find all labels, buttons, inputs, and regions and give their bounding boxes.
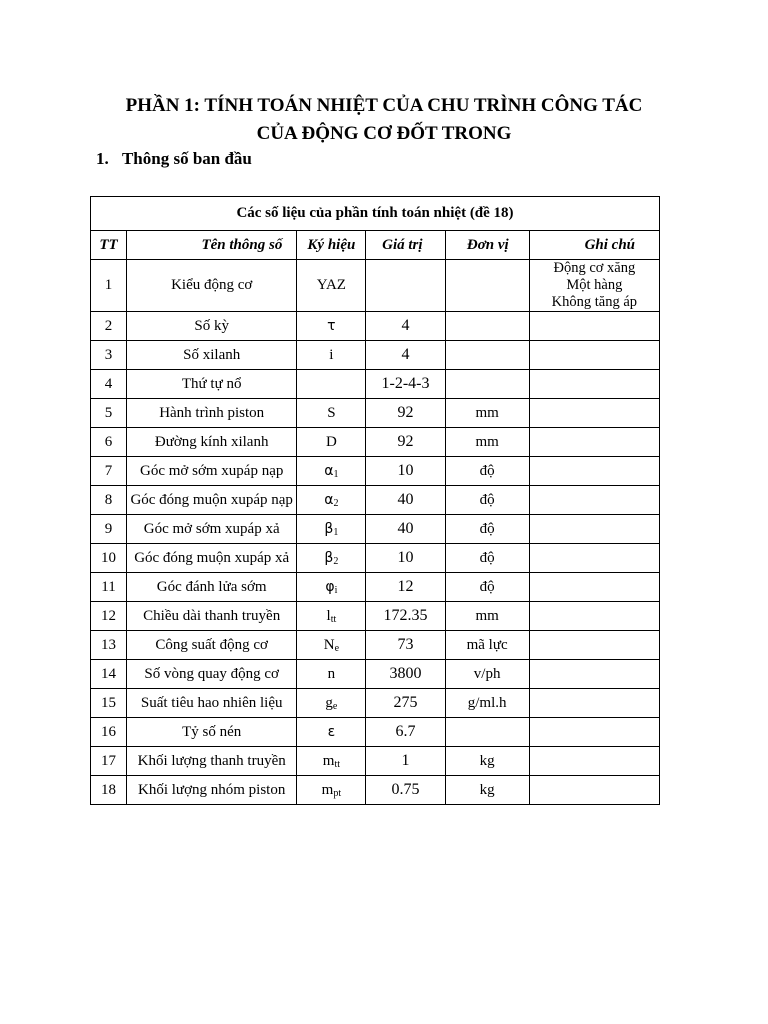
- cell-name: Góc đánh lửa sớm: [127, 573, 297, 602]
- table-row: [91, 260, 660, 312]
- cell-tt: 14: [91, 660, 127, 689]
- cell-symbol: [297, 689, 366, 718]
- note-line: Một hàng: [566, 277, 623, 293]
- cell-symbol: [297, 515, 366, 544]
- symbol-subscript: pt: [333, 787, 342, 799]
- header-note: Ghi chú: [529, 231, 659, 260]
- symbol-main: l: [326, 607, 331, 624]
- cell-tt: 5: [91, 399, 127, 428]
- cell-value: 40: [366, 515, 445, 544]
- cell-note: [529, 776, 659, 805]
- cell-name: Góc mở sớm xupáp xả: [127, 515, 297, 544]
- cell-value: 12: [366, 573, 445, 602]
- cell-tt: 13: [91, 631, 127, 660]
- note-line: Không tăng áp: [551, 294, 638, 310]
- cell-symbol: [297, 602, 366, 631]
- cell-tt: 2: [91, 312, 127, 341]
- cell-name: Số vòng quay động cơ: [127, 660, 297, 689]
- cell-tt: 6: [91, 428, 127, 457]
- symbol-subscript: e: [332, 700, 338, 712]
- table-row: [91, 428, 660, 457]
- title-line-1: PHẦN 1: TÍNH TOÁN NHIỆT CỦA CHU TRÌNH CÔNG TÁC: [125, 95, 643, 116]
- table-row: [91, 370, 660, 399]
- cell-name: Số kỳ: [127, 312, 297, 341]
- cell-name: Kiểu động cơ: [127, 260, 297, 312]
- cell-value: [366, 260, 445, 312]
- cell-symbol: [297, 486, 366, 515]
- cell-value: 10: [366, 544, 445, 573]
- cell-tt: 17: [91, 747, 127, 776]
- title-line-2: CỦA ĐỘNG CƠ ĐỐT TRONG: [256, 123, 512, 144]
- cell-symbol: [297, 573, 366, 602]
- cell-symbol: [297, 399, 366, 428]
- cell-symbol: [297, 660, 366, 689]
- symbol-subscript: i: [334, 584, 338, 596]
- cell-tt: 3: [91, 341, 127, 370]
- cell-note: [529, 573, 659, 602]
- cell-symbol: [297, 260, 366, 312]
- symbol-subscript: 2: [333, 555, 339, 567]
- cell-tt: 9: [91, 515, 127, 544]
- cell-symbol: [297, 428, 366, 457]
- section-heading: [96, 148, 252, 170]
- cell-unit: độ: [445, 544, 529, 573]
- table-row: [91, 486, 660, 515]
- cell-note: [529, 428, 659, 457]
- cell-unit: v/ph: [445, 660, 529, 689]
- cell-value: 4: [366, 312, 445, 341]
- section-title: Thông số ban đầu: [121, 149, 252, 168]
- cell-value: 73: [366, 631, 445, 660]
- table-row: [91, 776, 660, 805]
- cell-tt: 11: [91, 573, 127, 602]
- cell-note: [529, 747, 659, 776]
- table-header-row: [91, 231, 660, 260]
- symbol-subscript: tt: [330, 613, 337, 625]
- cell-unit: độ: [445, 515, 529, 544]
- cell-symbol: [297, 747, 366, 776]
- cell-tt: 15: [91, 689, 127, 718]
- cell-unit: mm: [445, 428, 529, 457]
- cell-symbol: [297, 718, 366, 747]
- symbol-subscript: tt: [334, 758, 340, 770]
- table-row: [91, 631, 660, 660]
- cell-symbol: [297, 370, 366, 399]
- cell-unit: g/ml.h: [445, 689, 529, 718]
- cell-note: [529, 486, 659, 515]
- cell-unit: độ: [445, 486, 529, 515]
- header-tt: TT: [91, 231, 127, 260]
- symbol-main: S: [327, 404, 336, 421]
- symbol-subscript: 2: [333, 497, 339, 509]
- cell-name: Góc mở sớm xupáp nạp: [127, 457, 297, 486]
- cell-value: 10: [366, 457, 445, 486]
- cell-unit: kg: [445, 776, 529, 805]
- table-row: [91, 660, 660, 689]
- cell-note: [529, 399, 659, 428]
- symbol-main: YAZ: [316, 277, 346, 293]
- cell-note: [529, 602, 659, 631]
- cell-unit: [445, 718, 529, 747]
- cell-name: Số xilanh: [127, 341, 297, 370]
- cell-note: [529, 544, 659, 573]
- symbol-main: β: [324, 520, 334, 537]
- cell-name: Tỷ số nén: [127, 718, 297, 747]
- cell-note: [529, 660, 659, 689]
- cell-symbol: [297, 312, 366, 341]
- table-row: [91, 689, 660, 718]
- cell-symbol: [297, 631, 366, 660]
- symbol-main: α: [324, 491, 334, 508]
- cell-unit: mm: [445, 602, 529, 631]
- symbol-main: n: [327, 665, 336, 682]
- cell-name: Đường kính xilanh: [127, 428, 297, 457]
- cell-value: 92: [366, 428, 445, 457]
- cell-note: [529, 341, 659, 370]
- cell-value: 92: [366, 399, 445, 428]
- cell-symbol: [297, 776, 366, 805]
- table-row: [91, 718, 660, 747]
- symbol-subscript: 1: [333, 526, 339, 538]
- header-name: Tên thông số: [127, 231, 297, 260]
- symbol-main: g: [325, 694, 333, 711]
- cell-unit: [445, 370, 529, 399]
- cell-symbol: [297, 544, 366, 573]
- table-row: [91, 544, 660, 573]
- cell-value: 6.7: [366, 718, 445, 747]
- cell-value: 172.35: [366, 602, 445, 631]
- cell-tt: 16: [91, 718, 127, 747]
- table-row: [91, 399, 660, 428]
- cell-tt: 1: [91, 260, 127, 312]
- cell-value: 1-2-4-3: [366, 370, 445, 399]
- cell-name: Góc đóng muộn xupáp nạp: [127, 486, 297, 515]
- symbol-main: N: [323, 636, 335, 653]
- cell-note: [529, 718, 659, 747]
- header-unit: Đơn vị: [445, 231, 529, 260]
- table-row: [91, 573, 660, 602]
- symbol-subscript: 1: [333, 468, 339, 480]
- cell-name: Góc đóng muộn xupáp xả: [127, 544, 297, 573]
- symbol-subscript: e: [334, 642, 340, 654]
- cell-name: Thứ tự nổ: [127, 370, 297, 399]
- parameters-table: [90, 196, 660, 805]
- cell-note: [529, 370, 659, 399]
- section-number: 1.: [96, 149, 109, 168]
- cell-unit: kg: [445, 747, 529, 776]
- cell-note: [529, 457, 659, 486]
- table-caption-row: [91, 197, 660, 231]
- table-row: [91, 457, 660, 486]
- cell-value: 1: [366, 747, 445, 776]
- cell-note: [529, 689, 659, 718]
- cell-value: 40: [366, 486, 445, 515]
- document-title: [60, 92, 708, 148]
- cell-unit: độ: [445, 457, 529, 486]
- cell-unit: độ: [445, 573, 529, 602]
- cell-name: Chiều dài thanh truyền: [127, 602, 297, 631]
- symbol-main: β: [324, 549, 334, 566]
- cell-note: [529, 515, 659, 544]
- cell-name: Khối lượng nhóm piston: [127, 776, 297, 805]
- cell-note: [529, 312, 659, 341]
- cell-unit: mã lực: [445, 631, 529, 660]
- symbol-main: i: [329, 346, 334, 363]
- cell-symbol: [297, 457, 366, 486]
- cell-value: 0.75: [366, 776, 445, 805]
- table-caption: Các số liệu của phần tính toán nhiệt (đề 18): [91, 197, 660, 231]
- cell-tt: 4: [91, 370, 127, 399]
- cell-name: Hành trình piston: [127, 399, 297, 428]
- table-row: [91, 515, 660, 544]
- cell-unit: [445, 341, 529, 370]
- cell-name: Công suất động cơ: [127, 631, 297, 660]
- note-line: Động cơ xăng: [553, 260, 636, 276]
- cell-symbol: [297, 341, 366, 370]
- cell-value: 4: [366, 341, 445, 370]
- table-row: [91, 602, 660, 631]
- cell-value: 3800: [366, 660, 445, 689]
- symbol-main: m: [321, 781, 334, 798]
- cell-tt: 7: [91, 457, 127, 486]
- cell-unit: [445, 260, 529, 312]
- cell-unit: [445, 312, 529, 341]
- cell-tt: 8: [91, 486, 127, 515]
- table-row: [91, 312, 660, 341]
- header-symbol: Ký hiệu: [297, 231, 366, 260]
- symbol-main: ε: [327, 723, 336, 740]
- cell-tt: 12: [91, 602, 127, 631]
- cell-name: Khối lượng thanh truyền: [127, 747, 297, 776]
- cell-note: [529, 631, 659, 660]
- symbol-main: φ: [325, 578, 335, 595]
- symbol-main: m: [322, 752, 335, 769]
- cell-note: [529, 260, 659, 312]
- cell-name: Suất tiêu hao nhiên liệu: [127, 689, 297, 718]
- symbol-main: τ: [327, 317, 336, 334]
- symbol-main: α: [324, 462, 334, 479]
- table-row: [91, 747, 660, 776]
- cell-unit: mm: [445, 399, 529, 428]
- header-value: Giá trị: [366, 231, 445, 260]
- cell-tt: 18: [91, 776, 127, 805]
- cell-tt: 10: [91, 544, 127, 573]
- symbol-main: D: [325, 433, 337, 450]
- cell-value: 275: [366, 689, 445, 718]
- table-row: [91, 341, 660, 370]
